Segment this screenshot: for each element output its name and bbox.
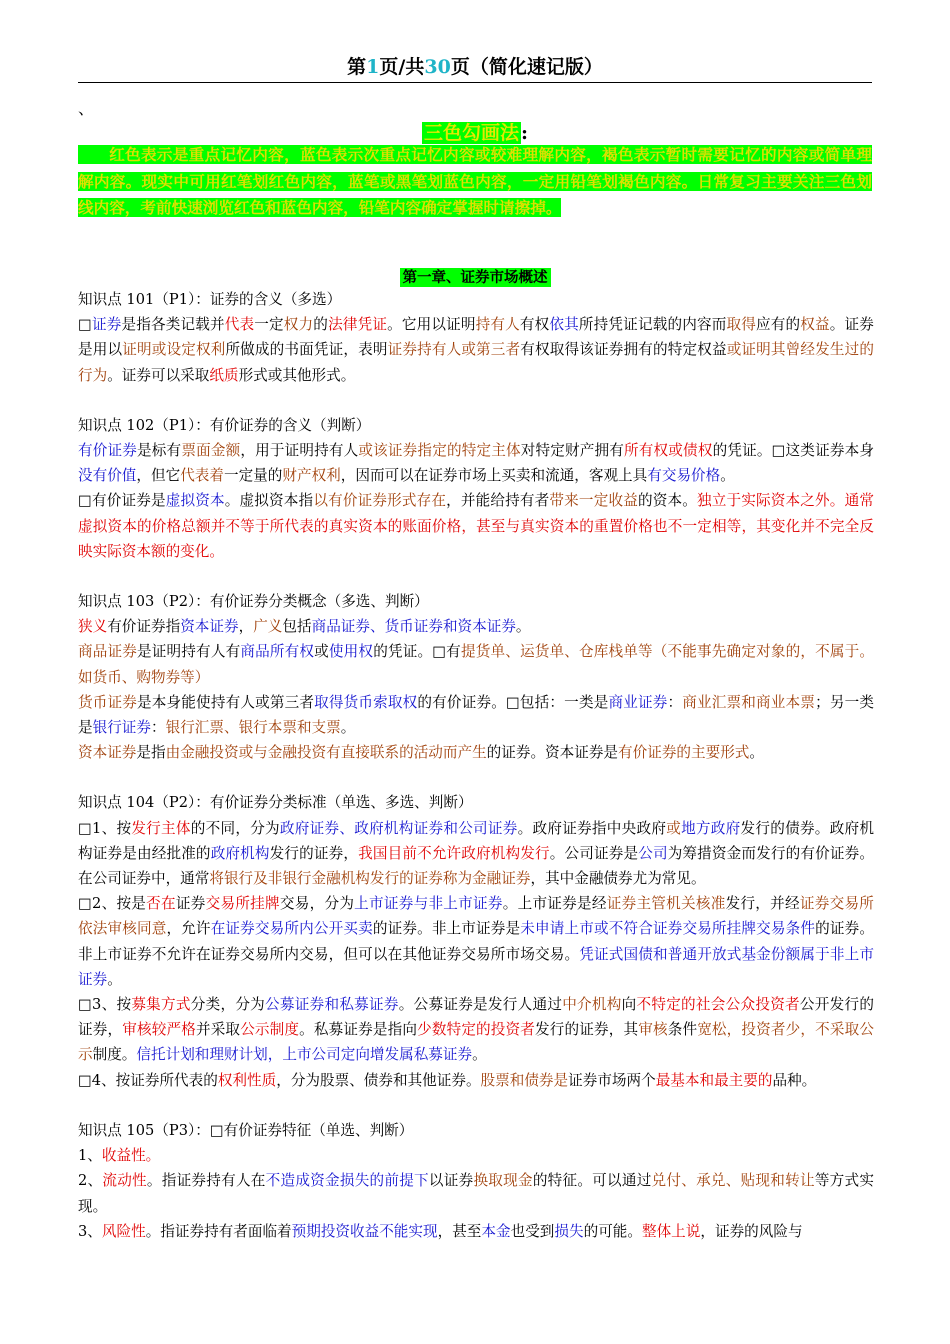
body-text: 的不同，分为 xyxy=(190,819,280,837)
body-text: 。私募证券是指向 xyxy=(299,1021,418,1039)
page-header xyxy=(78,52,872,83)
body-text: 。 xyxy=(472,1046,487,1064)
body-text: 并采取 xyxy=(195,1021,241,1039)
key-text-red: 不特定的社会公众投资者 xyxy=(636,996,800,1014)
body-text: ， xyxy=(238,618,254,636)
knowledge-point-heading: 知识点 105（P3）：□有价证券特征（单选、判断） xyxy=(78,1121,414,1139)
body-text: 一定 xyxy=(254,316,284,334)
chapter-title-text: 第一章、证券市场概述 xyxy=(400,268,551,287)
knowledge-point-paragraph xyxy=(78,639,874,689)
key-text-red: 代表 xyxy=(224,316,255,334)
body-text: 。公募证券是发行人通过 xyxy=(398,996,563,1014)
body-text: 的证券。非上市证券是 xyxy=(372,920,521,938)
key-text-brown: 换取现金 xyxy=(473,1172,533,1190)
key-text-brown: 有价证券的主要形式 xyxy=(618,744,750,762)
key-text-blue: 公募证券和私募证券 xyxy=(265,996,399,1014)
body-text: 发行，并经 xyxy=(725,895,800,913)
key-text-red: 风险性 xyxy=(101,1222,146,1240)
key-text-brown: 股票和债券是 xyxy=(480,1071,569,1089)
method-intro xyxy=(78,142,872,222)
body-text: 的 xyxy=(313,316,329,334)
key-text-brown: 商业汇票和商业本票 xyxy=(682,693,816,711)
key-text-blue: 使用权 xyxy=(328,643,374,661)
body-text: 发行的证券， xyxy=(269,844,359,862)
key-text-blue: 商品证券、货币证券和资本证券 xyxy=(311,618,516,636)
body-text: 等方式实现。 xyxy=(78,1172,874,1215)
key-text-brown: 兑付、承兑、贴现和转让 xyxy=(651,1172,815,1190)
method-intro-text: 红色表示是重点记忆内容，蓝色表示次重点记忆内容或较难理解内容，褐色表示暂时需要记忆的内容或简单理解内容。现实中可用红笔划红色内容，蓝笔或黑笔划蓝色内容，一定用铅笔划褐色内容。日常复习主要关注三色划线内容，考前快速浏览红色和蓝色内容，铅笔内容确定掌握时请擦掉。 xyxy=(78,145,872,217)
knowledge-point-paragraph xyxy=(78,1068,874,1093)
key-text-red: 募集方式 xyxy=(131,996,191,1014)
key-text-blue: 依其 xyxy=(549,316,579,334)
body-text: 的凭证。□这类证券本身 xyxy=(712,442,874,460)
body-text: 是本身能使持有人或第三者 xyxy=(137,693,315,711)
header-pre: 第 xyxy=(347,56,367,78)
key-text-red: 发行主体 xyxy=(131,819,191,837)
body-text: □3、按 xyxy=(78,996,132,1014)
body-text: 发行的债券。政府机构证券是由经批准的 xyxy=(78,819,874,862)
knowledge-point-paragraph xyxy=(78,312,874,388)
key-text-red: 整体上说 xyxy=(641,1222,701,1240)
key-text-brown: 证券持有人或第三者 xyxy=(387,341,521,359)
knowledge-point-paragraph xyxy=(78,1143,874,1168)
header-page-number: 1 xyxy=(366,56,380,78)
key-text-brown: 或证明其曾经发生过的行为 xyxy=(78,341,874,384)
body-text: 的特征。可以通过 xyxy=(532,1172,652,1190)
method-title-colon: : xyxy=(521,122,529,144)
key-text-blue: 虚拟资本 xyxy=(165,492,225,510)
body-text: 是指各类记载并 xyxy=(121,316,225,334)
body-text: 2、 xyxy=(78,1172,103,1190)
body-text: ： xyxy=(151,719,166,737)
body-text: 证券市场两个 xyxy=(568,1071,656,1089)
key-text-blue: 不造成资金损失的前提下 xyxy=(265,1172,429,1190)
body-text: ，甚至 xyxy=(437,1222,482,1240)
key-text-brown: 审核 xyxy=(638,1021,668,1039)
key-text-blue: 政府证券、政府机构证券和公司证券 xyxy=(279,819,518,837)
body-text: ；另一类是 xyxy=(78,693,874,737)
body-text: ，但它 xyxy=(136,467,181,485)
body-text: ，证券的风险与 xyxy=(700,1222,803,1240)
body-text: 的证券。非上市证券不允许在证券交易所内交易，但可以在其他证券交易所市场交易。 xyxy=(78,920,874,963)
stray-mark: 、 xyxy=(78,99,95,118)
section-gap xyxy=(78,765,874,790)
section-gap xyxy=(78,564,874,589)
body-text: 证券 xyxy=(175,895,206,913)
body-text: 形式或其他形式。 xyxy=(238,366,356,384)
key-text-brown: 持有人 xyxy=(475,316,520,334)
knowledge-points xyxy=(78,287,874,1244)
method-title-text: 三色勾画法 xyxy=(423,122,519,144)
body-text: ，其中金融债券尤为常见。 xyxy=(530,870,706,888)
body-text: 3、 xyxy=(78,1222,102,1240)
key-text-red: 独立于实际资本之外。通常虚拟资本的价格总额并不等于所代表的真实资本的账面价格，甚至与真实资本的重置价格也不一定相等，其变化并不完全反映实际资本额的变化。 xyxy=(78,492,874,560)
key-text-brown: 宽松，投资者少，不采取公示 xyxy=(78,1021,874,1064)
body-text: 为筹措资金而发行的有价证券。在公司证券中，通常 xyxy=(78,844,874,888)
knowledge-point-paragraph xyxy=(78,614,874,639)
body-text: 以证券 xyxy=(428,1172,474,1190)
section-gap xyxy=(78,388,874,413)
knowledge-point-paragraph xyxy=(78,816,874,892)
body-text: 的可能。 xyxy=(583,1222,642,1240)
body-text: 一定量的 xyxy=(223,467,283,485)
body-text: 品种。 xyxy=(772,1071,817,1089)
key-text-blue: 银行证券 xyxy=(92,719,151,737)
key-text-blue: 损失 xyxy=(554,1222,584,1240)
knowledge-point-heading: 知识点 101（P1）：证券的含义（多选） xyxy=(78,291,342,308)
body-text: ，并能给持有者 xyxy=(446,492,550,510)
knowledge-point-heading: 知识点 102（P1）：有价证券的含义（判断） xyxy=(78,416,371,434)
body-text: □有价证券是 xyxy=(78,492,166,510)
body-text: 条件 xyxy=(667,1021,698,1039)
body-text: □1、按 xyxy=(78,819,132,837)
key-text-blue: 地方政府 xyxy=(681,819,741,837)
knowledge-point-paragraph xyxy=(78,1168,874,1218)
key-text-blue: 商品所有权 xyxy=(240,643,315,661)
body-text: 分类，分为 xyxy=(190,996,266,1014)
key-text-red: 权利性质 xyxy=(217,1071,277,1089)
body-text: ，因而可以在证券市场上买卖和流通，客观上具 xyxy=(340,467,648,485)
key-text-red: 所有权或债权 xyxy=(624,442,713,460)
key-text-red: 法律凭证 xyxy=(328,316,388,334)
body-text: 包括 xyxy=(282,618,312,636)
key-text-brown: 将银行及非银行金融机构发行的证券称为金融证券 xyxy=(209,870,531,888)
key-text-red: 最基本和最主要的 xyxy=(655,1071,773,1089)
key-text-brown: 票面金额 xyxy=(181,442,241,460)
key-text-brown: 证券交易所依法审核同意 xyxy=(78,895,874,938)
body-text: ，允许 xyxy=(166,920,211,938)
body-text: 或 xyxy=(314,643,329,661)
key-text-brown: 证明或设定权利 xyxy=(122,341,226,359)
key-text-brown: 财产权利 xyxy=(282,467,341,485)
key-text-red: 狭义 xyxy=(78,618,108,636)
key-text-red: 收益性。 xyxy=(101,1147,161,1165)
body-text: □4、按证券所代表的 xyxy=(78,1071,218,1089)
key-text-blue: 预期投资收益不能实现 xyxy=(291,1222,438,1240)
key-text-brown: 权力 xyxy=(283,316,314,334)
key-text-blue: 上市证券与非上市证券 xyxy=(354,895,503,913)
key-text-red: 公示制度 xyxy=(240,1021,300,1039)
body-text: 。指证券持有人在 xyxy=(146,1172,266,1190)
key-text-blue: 有价证券 xyxy=(78,442,138,460)
knowledge-point-heading: 知识点 104（P2）：有价证券分类标准（单选、多选、判断） xyxy=(78,794,473,812)
key-text-brown: 代表着 xyxy=(180,467,224,485)
body-text: 是指 xyxy=(136,744,166,762)
key-text-red: 纸质 xyxy=(209,366,239,384)
key-text-blue: 本金 xyxy=(481,1222,511,1240)
key-text-blue: 证券 xyxy=(91,316,122,334)
body-text: 也受到 xyxy=(510,1222,555,1240)
knowledge-point-paragraph xyxy=(78,1219,874,1244)
body-text: 。证券是用以 xyxy=(78,316,874,359)
body-text: 1、 xyxy=(78,1147,102,1165)
body-text: 应有的 xyxy=(755,316,801,334)
body-text: 。指证券持有者面临着 xyxy=(145,1222,292,1240)
body-text: 有价证券指 xyxy=(107,618,181,636)
key-text-brown: 带来一定收益 xyxy=(549,492,638,510)
key-text-blue: 资本证券 xyxy=(180,618,239,636)
body-text: ，分为股票、债券和其他证券。 xyxy=(276,1071,481,1089)
key-text-blue: 有交易价格 xyxy=(647,467,721,485)
key-text-blue: 在证券交易所内公开买卖 xyxy=(210,920,373,938)
key-text-brown: 中介机构 xyxy=(562,996,622,1014)
key-text-brown: 广义 xyxy=(253,618,283,636)
body-text: 对特定财产拥有 xyxy=(520,442,625,460)
key-text-blue: 未申请上市或不符合证券交易所挂牌交易条件 xyxy=(520,920,816,938)
body-text: 发行的证券，其 xyxy=(535,1021,639,1039)
key-text-red: 审核较严格 xyxy=(122,1021,196,1039)
body-text: 。 xyxy=(107,970,122,988)
body-text: 。它用以证明 xyxy=(387,316,476,334)
key-text-brown: 或该证券指定的特定主体 xyxy=(358,442,521,460)
header-total-pages: 30 xyxy=(424,56,451,78)
key-text-red: 否在 xyxy=(146,895,176,913)
knowledge-point-paragraph xyxy=(78,740,874,765)
body-text: 的凭证。□有 xyxy=(373,643,461,661)
body-text: 公开发行的证券， xyxy=(78,996,874,1039)
key-text-blue: 政府机构 xyxy=(210,844,270,862)
key-text-brown: 证券主管机关核准 xyxy=(606,895,726,913)
body-text: 的有价证券。□包括：一类是 xyxy=(417,693,609,711)
knowledge-point-paragraph xyxy=(78,438,874,488)
key-text-brown: 由金融投资或与金融投资有直接联系的活动而产生 xyxy=(165,744,487,762)
section-gap xyxy=(78,1093,874,1118)
body-text: ： xyxy=(667,693,683,711)
knowledge-point-paragraph xyxy=(78,992,874,1068)
knowledge-point-paragraph xyxy=(78,690,874,740)
key-text-blue: 公司 xyxy=(638,844,668,862)
body-text: □2、按是 xyxy=(78,895,147,913)
key-text-brown: 提货单、运货单、仓库栈单等（不能事先确定对象的，不属于。如货币、购物券等） xyxy=(78,643,874,686)
body-text: 交易，分为 xyxy=(279,895,355,913)
key-text-blue: 凭证式国债和普通开放式基金份额属于非上市证券 xyxy=(78,945,874,988)
key-text-brown: 权益 xyxy=(800,316,830,334)
key-text-brown: 或 xyxy=(666,819,682,837)
key-text-blue: 信托计划和理财计划，上市公司定向增发属私募证券 xyxy=(136,1046,473,1064)
body-text: 。公司证券是 xyxy=(549,844,639,862)
body-text: 是标有 xyxy=(137,442,182,460)
knowledge-point-heading: 知识点 103（P2）：有价证券分类概念（多选、判断） xyxy=(78,593,429,611)
method-title xyxy=(0,118,950,145)
body-text: 是证明持有人有 xyxy=(137,643,241,661)
body-text: 。政府证券指中央政府 xyxy=(517,819,667,837)
body-text: 。 xyxy=(515,618,531,636)
key-text-red: 我国目前不允许政府机构发行 xyxy=(358,844,550,862)
key-text-brown: 银行汇票、银行本票和支票 xyxy=(165,719,341,737)
key-text-red: 少数特定的投资者 xyxy=(417,1021,536,1039)
body-text: 的资本。 xyxy=(637,492,697,510)
header-mid: 页/共 xyxy=(379,56,425,78)
body-text: 所做成的书面凭证，表明 xyxy=(225,341,388,359)
body-text: ，用于证明持有人 xyxy=(240,442,359,460)
body-text: 。虚拟资本指 xyxy=(224,492,314,510)
key-text-blue: 取得货币索取权 xyxy=(314,693,418,711)
body-text: 。上市证券是经 xyxy=(502,895,607,913)
chapter-title xyxy=(0,266,950,287)
key-text-brown: 取得 xyxy=(726,316,756,334)
body-text: 。证券可以采取 xyxy=(107,366,210,384)
key-text-brown: 以有价证券形式存在 xyxy=(313,492,447,510)
key-text-brown: 资本证券 xyxy=(78,744,137,762)
body-text: 。 xyxy=(720,467,735,485)
knowledge-point-paragraph xyxy=(78,488,874,564)
key-text-blue: 商业证券 xyxy=(608,693,668,711)
body-text: 的证券。资本证券是 xyxy=(486,744,619,762)
key-text-brown: 商品证券 xyxy=(78,643,138,661)
key-text-brown: 货币证券 xyxy=(78,693,138,711)
body-text: 制度。 xyxy=(92,1046,137,1064)
body-text: 有权 xyxy=(519,316,550,334)
key-text-blue: 没有价值 xyxy=(78,467,137,485)
body-text: □ xyxy=(78,316,92,334)
body-text: 。 xyxy=(340,719,356,737)
knowledge-point-paragraph xyxy=(78,891,874,992)
body-text: 向 xyxy=(621,996,637,1014)
body-text: 。 xyxy=(749,744,764,762)
body-text: 所持凭证记载的内容而 xyxy=(578,316,727,334)
body-text: 有权取得该证券拥有的特定权益 xyxy=(520,341,727,359)
key-text-red: 交易所挂牌 xyxy=(205,895,280,913)
key-text-red: 流动性 xyxy=(102,1172,147,1190)
header-post: 页（简化速记版） xyxy=(450,56,603,78)
